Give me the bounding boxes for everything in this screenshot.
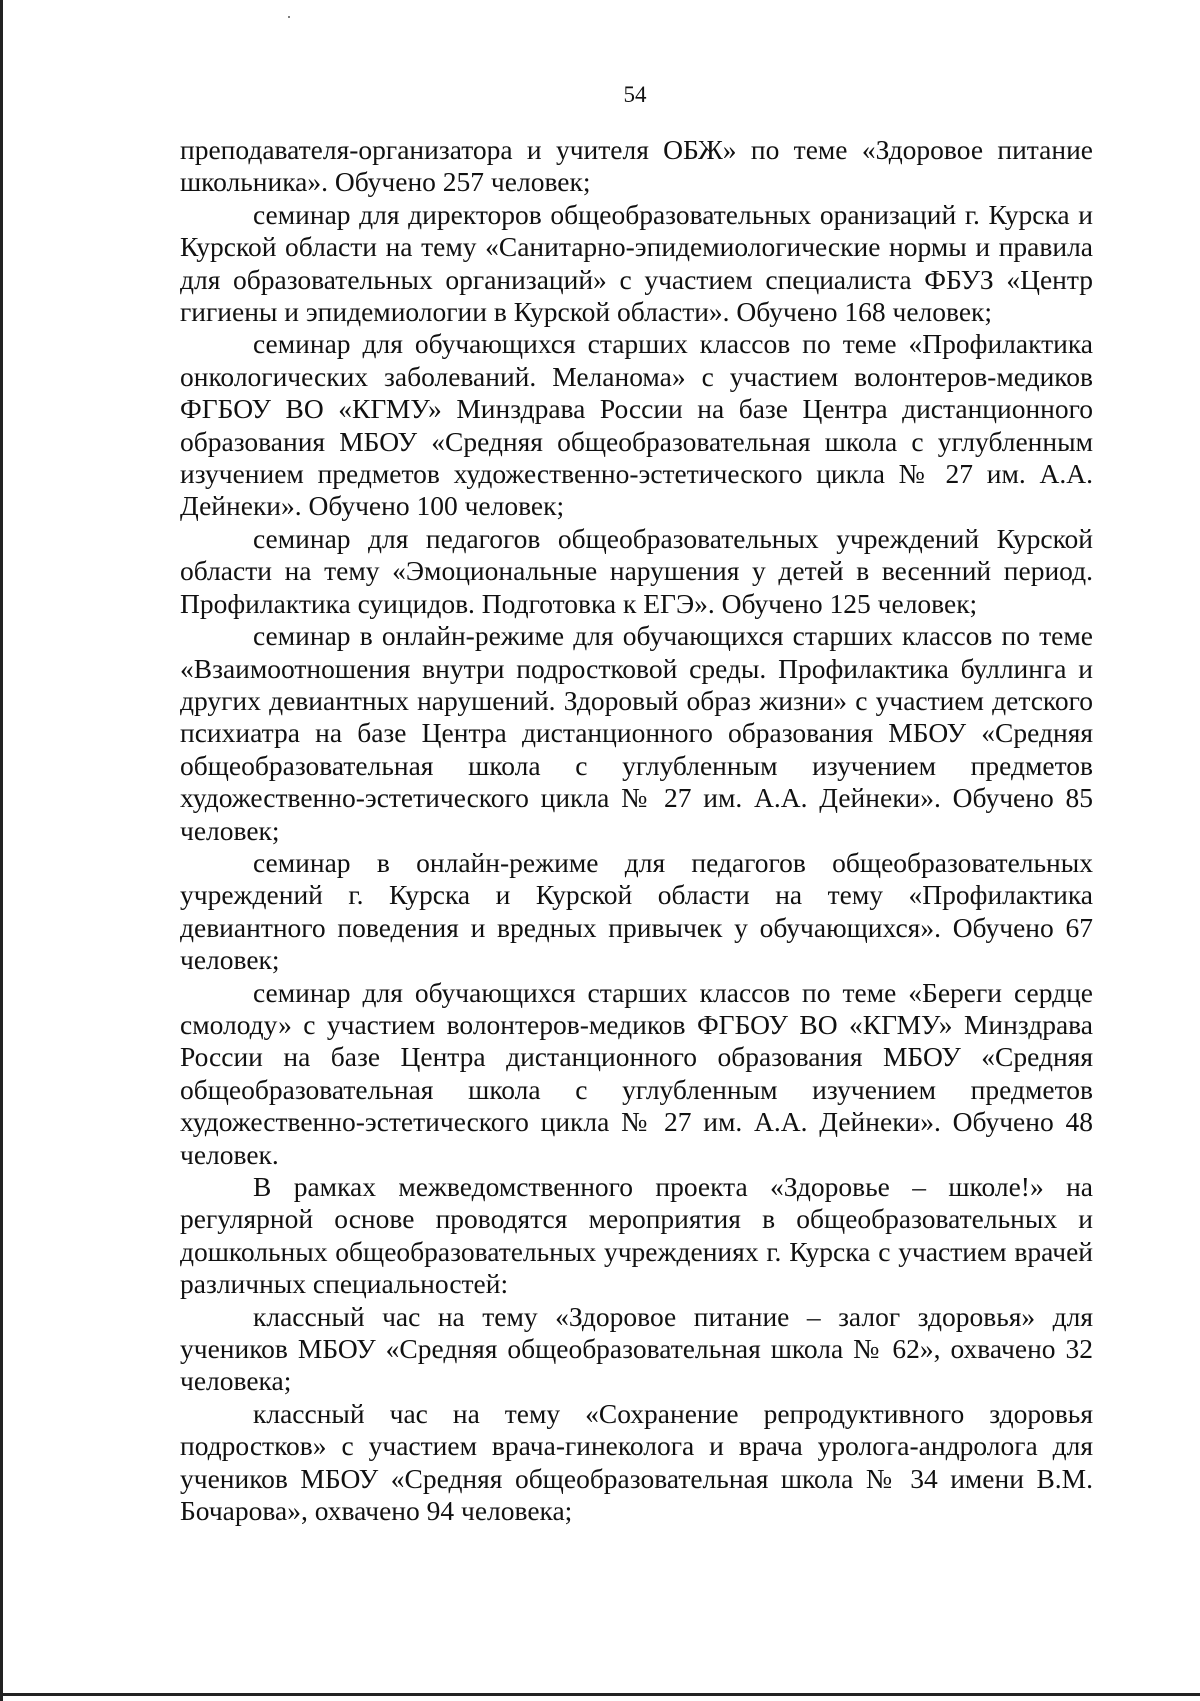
- paragraph-project-intro: В рамках межведомственного проекта «Здоровье – школе!» на регулярной основе проводятся мероприятия в общеобразовательных и дошкольных общеобразовательных учреждениях г. Курска с участием врачей различных специальностей:: [180, 1171, 1093, 1300]
- paragraph-seminar-teachers: семинар для педагогов общеобразовательных учреждений Курской области на тему «Эмоциональные нарушения у детей в весенний период. Профилактика суицидов. Подготовка к ЕГЭ». Обучено 125 человек;: [180, 522, 1093, 619]
- scan-border-left: [0, 0, 3, 1701]
- paragraph-continuation: преподавателя-организатора и учителя ОБЖ» по теме «Здоровое питание школьника». Обучено 257 человек;: [180, 134, 1093, 198]
- scan-border-bottom: [0, 1693, 1200, 1696]
- body-text: [180, 134, 1093, 1527]
- scan-speck: [288, 16, 290, 18]
- paragraph-seminar-oncology: семинар для обучающихся старших классов по теме «Профилактика онкологических заболеваний. Меланома» с участием волонтеров-медиков ФГБОУ ВО «КГМУ» Минздрава России на базе Центра дистанционного образования МБОУ «Средняя общеобразовательная школа с углубленным изучением предметов художественно-эстетического цикла № 27 им. А.А. Дейнеки». Обучено 100 человек;: [180, 328, 1093, 522]
- paragraph-seminar-heart: семинар для обучающихся старших классов по теме «Береги сердце смолоду» с участием волонтеров-медиков ФГБОУ ВО «КГМУ» Минздрава России на базе Центра дистанционного образования МБОУ «Средняя общеобразовательная школа с углубленным изучением предметов художественно-эстетического цикла № 27 им. А.А. Дейнеки». Обучено 48 человек.: [180, 976, 1093, 1170]
- paragraph-seminar-online-teachers: семинар в онлайн-режиме для педагогов общеобразовательных учреждений г. Курска и Курской области на тему «Профилактика девиантного поведения и вредных привычек у обучающихся». Обучено 67 человек;: [180, 846, 1093, 976]
- paragraph-seminar-directors: семинар для директоров общеобразовательных оранизаций г. Курска и Курской области на тему «Санитарно-эпидемиологические нормы и правила для образовательных организаций» с участием специалиста ФБУЗ «Центр гигиены и эпидемиологии в Курской области». Обучено 168 человек;: [180, 198, 1093, 328]
- page-number: 54: [623, 82, 647, 107]
- paragraph-class-hour-reproductive: классный час на тему «Сохранение репродуктивного здоровья подростков» с участием врача-гинеколога и врача уролога-андролога для учеников МБОУ «Средняя общеобразовательная школа № 34 имени В.М. Бочарова», охвачено 94 человека;: [180, 1397, 1093, 1527]
- paragraph-class-hour-nutrition: классный час на тему «Здоровое питание – залог здоровья» для учеников МБОУ «Средняя общеобразовательная школа № 62», охвачено 32 человека;: [180, 1300, 1093, 1397]
- paragraph-seminar-online-bullying: семинар в онлайн-режиме для обучающихся старших классов по теме «Взаимоотношения внутри подростковой среды. Профилактика буллинга и других девиантных нарушений. Здоровый образ жизни» с участием детского психиатра на базе Центра дистанционного образования МБОУ «Средняя общеобразовательная школа с углубленным изучением предметов художественно-эстетического цикла № 27 им. А.А. Дейнеки». Обучено 85 человек;: [180, 620, 1093, 846]
